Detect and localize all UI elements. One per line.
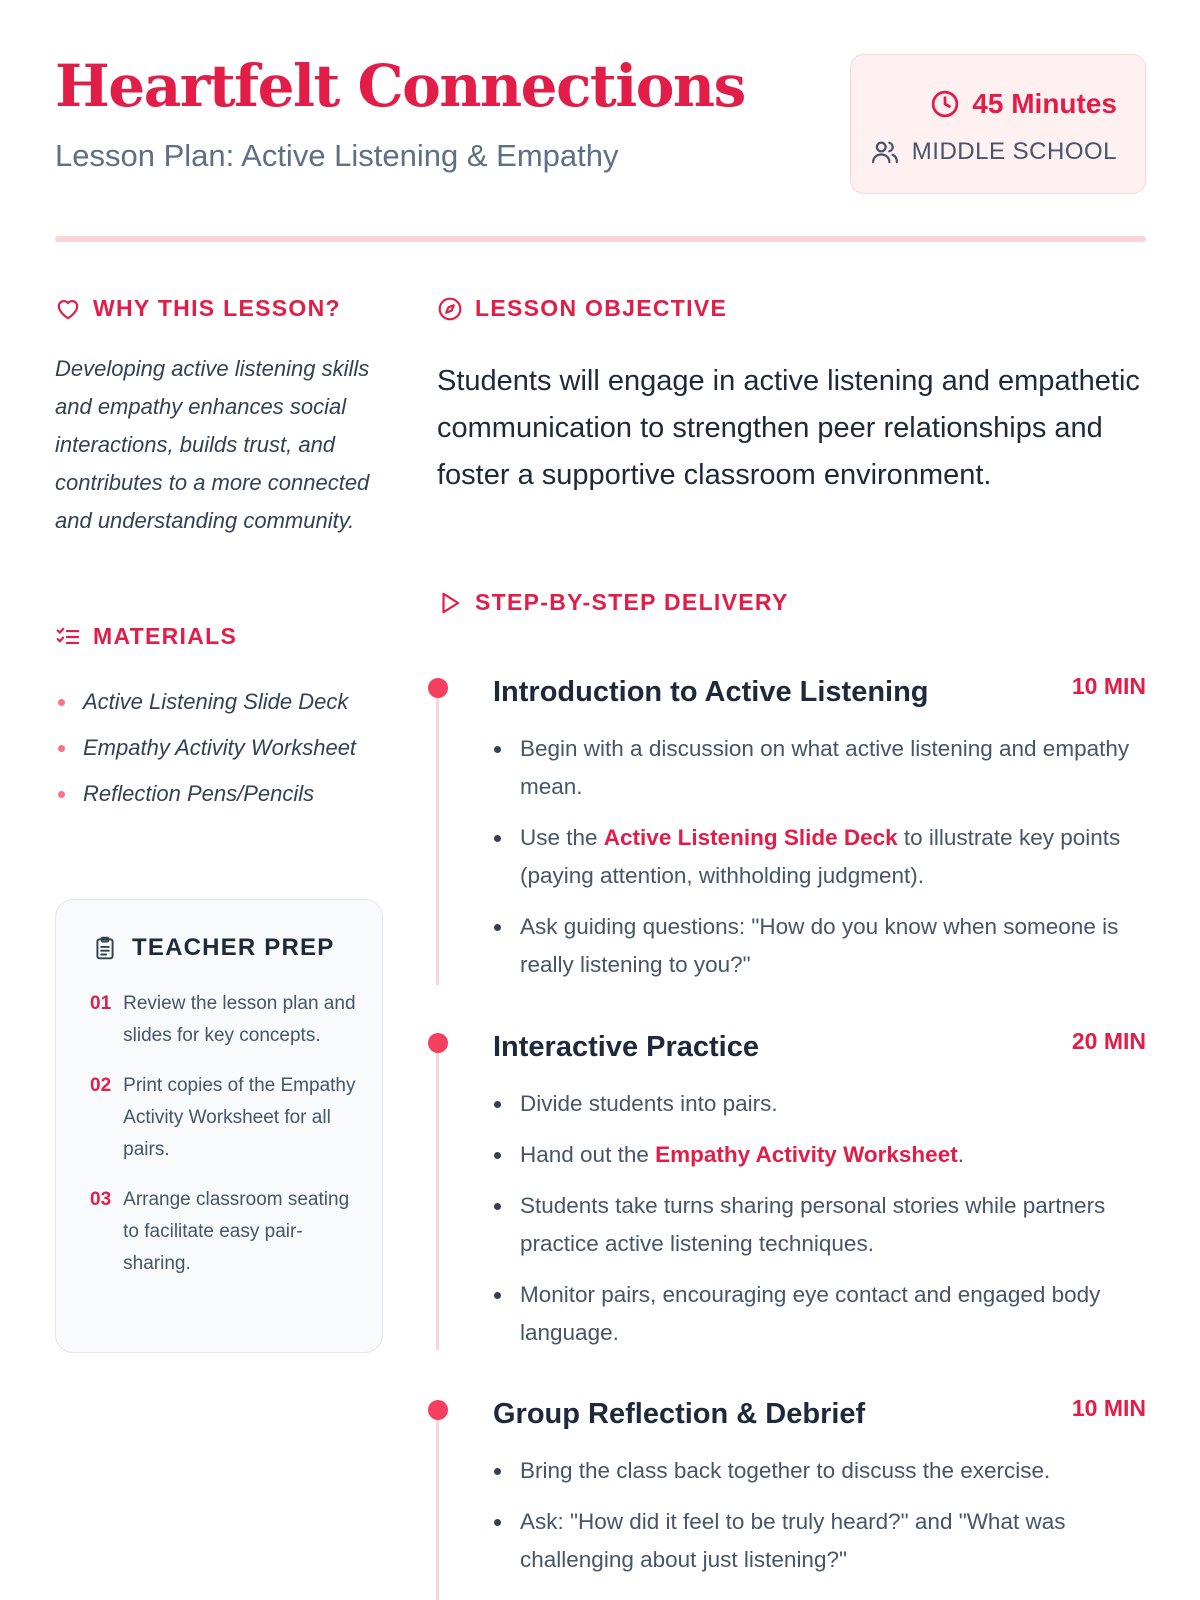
step-time: 10 MIN <box>1071 1395 1146 1421</box>
users-icon <box>870 137 900 167</box>
level-row <box>870 137 1117 167</box>
step-item: Hand out the Empathy Activity Worksheet. <box>493 1136 1133 1174</box>
step-item: Begin with a discussion on what active listening and empathy mean. <box>493 730 1133 806</box>
delivery-heading-text: STEP-BY-STEP DELIVERY <box>475 589 789 615</box>
duration-text: 45 Minutes <box>972 88 1117 119</box>
step-time: 10 MIN <box>1071 673 1146 699</box>
material-item: Active Listening Slide Deck <box>55 685 385 718</box>
teacher-prep-heading <box>92 934 334 962</box>
why-heading <box>55 295 341 322</box>
objective-heading-text: LESSON OBJECTIVE <box>475 295 728 321</box>
timeline-line <box>436 690 439 985</box>
timeline-dot <box>428 1400 448 1420</box>
prep-item: 01 Review the lesson plan and slides for key concepts. <box>90 993 356 1046</box>
step-title: Group Reflection & Debrief <box>493 1398 866 1430</box>
step-item: Students take turns sharing personal stories while partners practice active listening techniques. <box>493 1187 1133 1263</box>
play-icon <box>437 590 463 616</box>
prep-list <box>90 988 360 1298</box>
teacher-prep-heading-text: TEACHER PREP <box>132 934 335 961</box>
step-items <box>493 1452 1133 1592</box>
step-item: Ask guiding questions: "How do you know when someone is really listening to you?" <box>493 908 1133 984</box>
timeline-dot <box>428 678 448 698</box>
timeline-line <box>436 1413 439 1600</box>
why-text: Developing active listening skills and empathy enhances social interactions, builds trust, and contributes to a more connected and understanding community. <box>55 356 370 533</box>
duration-row <box>930 88 1117 120</box>
lesson-plan-page <box>55 0 1146 1600</box>
page-subtitle: Lesson Plan: Active Listening & Empathy <box>55 138 619 173</box>
clipboard-icon <box>92 935 118 961</box>
step-item: Monitor pairs, encouraging eye contact and engaged body language. <box>493 1276 1133 1352</box>
page-title: Heartfelt Connections <box>55 52 745 120</box>
materials-heading-text: MATERIALS <box>93 623 238 649</box>
objective-text: Students will engage in active listening and empathetic communication to strengthen peer relationships and foster a supportive classroom environment. <box>437 365 1140 491</box>
timeline-line <box>436 1045 439 1350</box>
step-items <box>493 730 1133 997</box>
material-reference: Active Listening Slide Deck <box>603 825 898 850</box>
step-items <box>493 1085 1133 1365</box>
prep-item: 03 Arrange classroom seating to facilitate easy pair-sharing. <box>90 1189 350 1274</box>
step-item: Use the Active Listening Slide Deck to illustrate key points (paying attention, withholding judgment). <box>493 819 1133 895</box>
objective-heading <box>437 295 727 322</box>
clock-icon <box>930 89 960 119</box>
teacher-prep-card <box>55 899 383 1353</box>
step-title: Introduction to Active Listening <box>493 676 929 708</box>
material-item: Empathy Activity Worksheet <box>55 731 385 764</box>
material-reference: Empathy Activity Worksheet <box>655 1142 958 1167</box>
prep-item: 02 Print copies of the Empathy Activity Worksheet for all pairs. <box>90 1075 356 1160</box>
level-text: MIDDLE SCHOOL <box>911 138 1117 165</box>
materials-heading <box>55 623 237 650</box>
compass-icon <box>437 296 463 322</box>
material-item: Reflection Pens/Pencils <box>55 777 385 810</box>
step-title: Interactive Practice <box>493 1031 759 1063</box>
checklist-icon <box>55 624 81 650</box>
lesson-info-badge <box>850 54 1146 194</box>
step-time: 20 MIN <box>1071 1028 1146 1054</box>
step-item: Divide students into pairs. <box>493 1085 1133 1123</box>
step-item: Ask: "How did it feel to be truly heard?" and "What was challenging about just listening?" <box>493 1503 1133 1579</box>
heart-icon <box>55 296 81 322</box>
delivery-heading <box>437 589 789 616</box>
header-divider <box>55 236 1146 242</box>
materials-list <box>55 685 385 823</box>
timeline-dot <box>428 1033 448 1053</box>
why-heading-text: WHY THIS LESSON? <box>93 295 341 321</box>
step-item: Bring the class back together to discuss the exercise. <box>493 1452 1133 1490</box>
